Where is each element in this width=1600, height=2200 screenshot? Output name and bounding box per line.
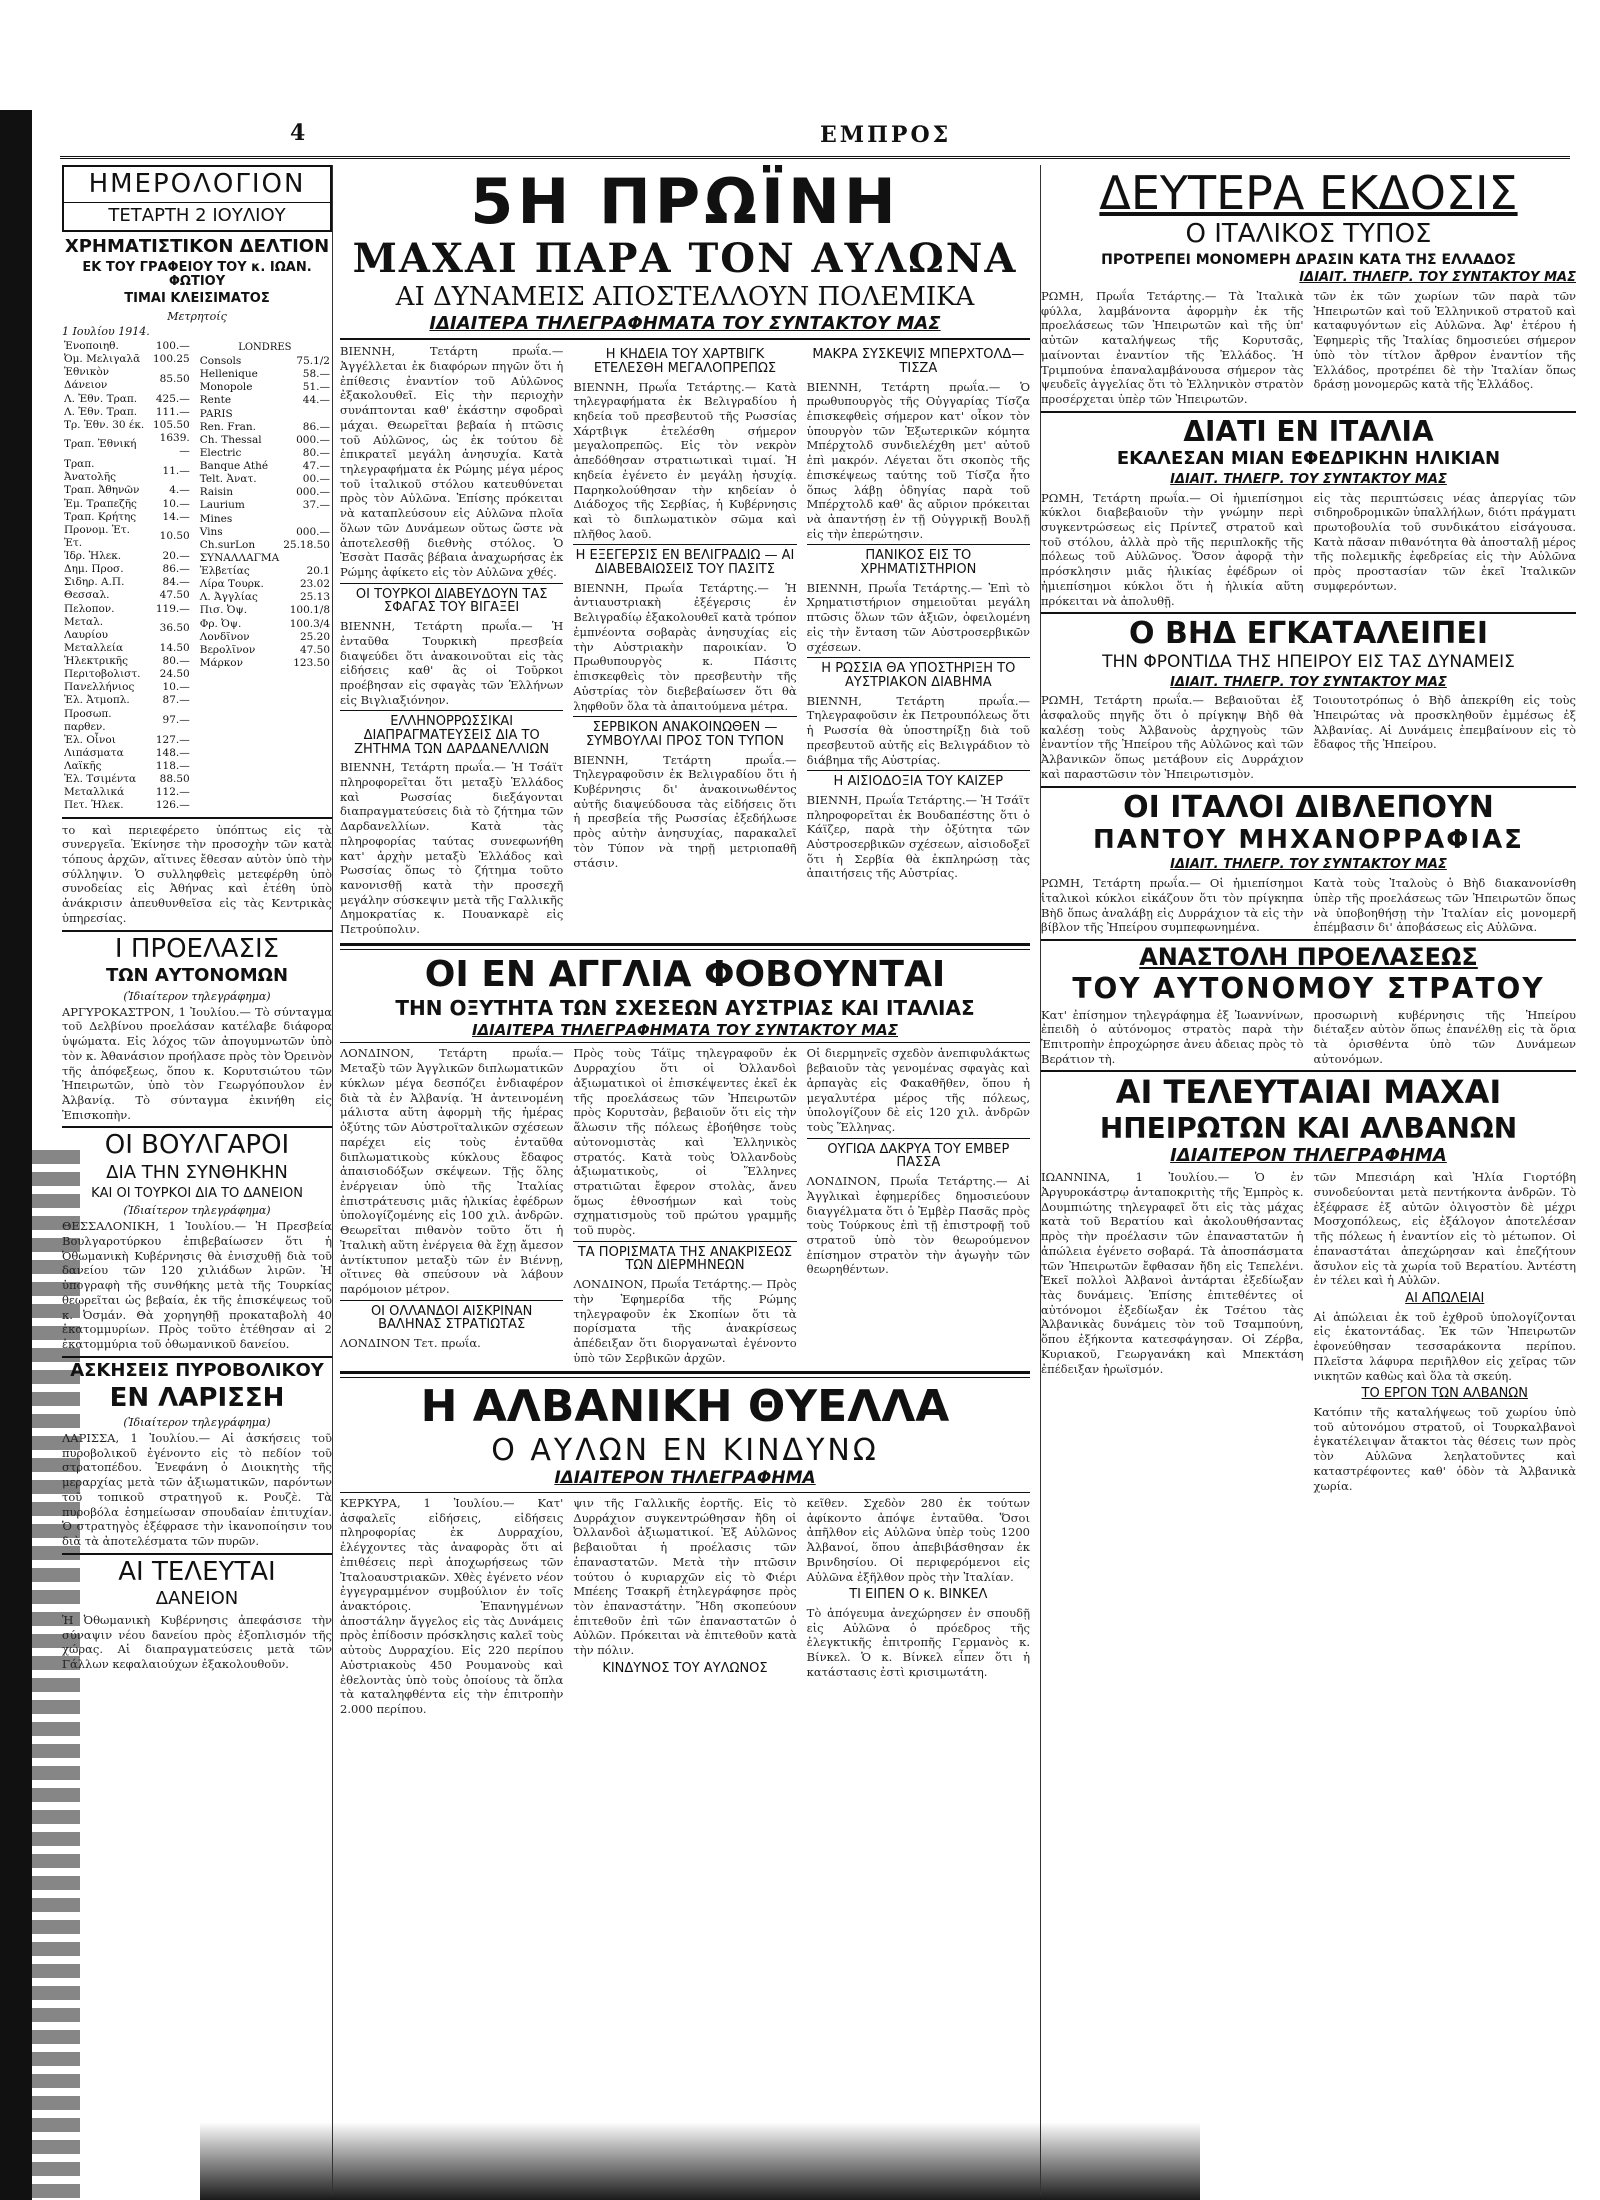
- market-row: [62, 511, 192, 524]
- halt-body: [1041, 1008, 1576, 1067]
- corfu-report-3: κεῖθεν. Σχεδὸν 280 ἐκ τούτων ἀφίκοντο ἀπόψε ἐνταῦθα. Ὅσοι ἀπῆλθον εἰς Αὐλῶνα ὑπὲρ τοὺς 1200 Ἀλβανοί, ὅπου ἀπεβιβάσθησαν ἐκ Βρινδησίου. Οἱ περιφερόμενοι εἰς Αὐλῶνα ἐξῆλθον πρὸς τὴν Ἰταλίαν.: [806, 1495, 1030, 1584]
- market-name: Ἐμ. Τραπεζῆς: [64, 497, 137, 510]
- belgrade-uprising-text: ΒΙΕΝΝΗ, Πρωΐα Τετάρτης.— Ἡ ἀντιαυστριακὴ ἐξέγερσις ἐν Βελιγραδίῳ ἐξακολουθεῖ κατὰ τρόπον ἐμπνέοντα σοβαρὰς ἀνησυχίας εἰς τὴν Αὐστριακὴν παροικίαν. Ὁ Πρωθυπουργὸς κ. Πάσιτς ἐπισκεφθεὶς τὸν πρεσβευτὴν τῆς Αὐστρίας τὸν διεβεβαίωσεν ὅτι θὰ ληφθοῦν ὅλα τὰ ἀπαιτούμενα μέτρα.: [573, 580, 797, 713]
- market-row: [62, 773, 192, 786]
- halt-title: ΑΝΑΣΤΟΛΗ ΠΡΟΕΛΑΣΕΩΣ: [1139, 942, 1478, 971]
- market-row: [198, 539, 332, 552]
- market-row: [62, 708, 192, 734]
- market-value: 75.1/2: [296, 355, 330, 367]
- machinations-text-2: Κατὰ τοὺς Ἰταλοὺς ὁ Βὴδ διακανονίσθη ὑπὲρ τῆς προελάσεως τῶν Ἠπειρωτῶν ὅπως νὰ ὑποβοηθήσῃ τὴν Ἰταλίαν εἰς μονομερῆ ἐπέμβασιν δι' ἀποβάσεως εἰς Αὐλῶνα.: [1313, 876, 1576, 935]
- italian-press-title: Ο ΙΤΑΛΙΚΟΣ ΤΥΠΟΣ: [1185, 219, 1432, 250]
- london-report-1: ΛΟΝΔΙΝΟΝ, Τετάρτη πρωΐα.— Μεταξὺ τῶν Ἀγγλικῶν διπλωματικῶν κύκλων μέγα δεσπόζει ἐνδιαφέρον διὰ τὰ ἐν Ἀλβανίᾳ. Ἡ ἀντεινομένη μάλιστα αὕτη ἀφορμὴ τῆς ἡμέρας ὀξύτης τῶν Αὐστροϊταλικῶν σχέσεων παρέχει εἰς τοὺς ἐνταῦθα διπλωματικοὺς κύκλους ἔδαφος ἀπαισιοδόξων σκέψεων. Τῇς ὅλης ἐνέργειαν ὑπὸ τῆς Ἰταλίας ἐπιστράτευσις μιᾶς ἡλικίας ἐφέδρων ὑπολογίζομένης εἰς 100 χιλ. ἀνδρῶν. Θεωρεῖται πιθανὸν τοῦτο ὅτι ἡ Ἰταλικὴ αὕτη ἐνέργεια θὰ ἔχῃ ἄμεσον ἀντίκτυπον μεταξὺ τῶν ἐν Βιέννῃ, οἵτινες θὰ σπεύσουν νὰ λάβουν παρόμοιον μέτρον.: [340, 1046, 564, 1296]
- market-row: [198, 355, 332, 368]
- inquiry-text: ΛΟΝΔΙΝΟΝ, Πρωΐα Τετάρτης.— Πρὸς τὴν Ἐφημερίδα τῆς Ρώμης τηλεγραφοῦν ἐκ Σκοπίων ὅτι τὰ πορίσματα τῆς ἀνακρίσεως ἀπέδειξαν ὅτι διοργανωταὶ ἐγένοντο ὑπὸ τῶν Σερβικῶν ἀρχῶν.: [573, 1277, 797, 1365]
- kaiser-optimism-head: Η ΑΙΣΙΟΔΟΞΙΑ ΤΟΥ ΚΑΙΖΕΡ: [833, 774, 1004, 790]
- vienna-col-1: [340, 344, 563, 937]
- avlona-danger-head: ΚΙΝΔΥΝΟΣ ΤΟΥ ΑΥΛΩΝΟΣ: [602, 1660, 768, 1676]
- market-value: 80.—: [162, 655, 190, 667]
- albanians-work-text: Κατόπιν τῆς καταλήψεως τοῦ χωρίου ὑπὸ τοῦ αὐτονόμου στρατοῦ, οἱ Τουρκαλβανοὶ ἐγκατέλειψαν ἄτακτοι τὰς θέσεις των πρὸς τὸν Αὐλῶνα λεηλατοῦντες καὶ καταστρέφοντες καθ' ὁδὸν τὰ Ἀλβανικὰ χωρία.: [1313, 1404, 1576, 1493]
- wied-sub: ΤΗΝ ΦΡΟΝΤΙΔΑ ΤΗΣ ΗΠΕΙΡΟΥ ΕΙΣ ΤΑΣ ΔΥΝΑΜΕΙΣ: [1102, 651, 1515, 672]
- market-value: 14.—: [162, 510, 190, 523]
- italian-press-text-1: ΡΩΜΗ, Πρωΐα Τετάρτης.— Τὰ Ἰταλικὰ φύλλα, λαμβάνοντα ἀφορμὴν ἐκ τῆς προελάσεως τῶν Ἠπειρωτῶν καὶ τῆς ὑπ' αὐτῶν καταλήψεως τῆς Κορυτσᾶς, μαίνονται ἐναντίον τῆς Ἑλλάδος. Ἡ Τριμπούνα ἐπαναλαμβάνουσα σήμερον τὰς ψευδεῖς ἀγγελίας ὅτι τὸ Ἑλληνικὸν στρατὸν προσέρχεται ὑπὲρ τῶν Ἠπειρωτῶν.: [1041, 288, 1304, 406]
- market-name: Ren. Fran.: [199, 420, 256, 433]
- market-row: [198, 552, 332, 565]
- greco-russian-text: ΒΙΕΝΝΗ, Τετάρτη πρωΐα.— Ἡ Τσάϊτ πληροφορεῖται ὅτι μεταξὺ Ἑλλάδος καὶ Ρωσσίας διεξάγονται διαπραγματεύσεις διὰ τὸ ζήτημα τῶν Δαρδανελλίων. Κατὰ τὰς πληροφορίας ταύτας συνεφωνήθη κατ' ἀρχὴν μεταξὺ Ἑλλάδος καὶ Ρωσσίας ὅπως τὸ ζήτημα τοῦτο κανονισθῇ κατὰ τὴν προσεχῆ μεγάλην σύσκεψιν μετὰ τῆς Γαλλικῆς Δημοκρατίας κ. Πουανκαρὲ εἰς Πετρούπολιν.: [340, 760, 564, 937]
- vienna-col-3: [807, 344, 1030, 937]
- market-value: 84.—: [162, 576, 190, 589]
- left-column: [62, 165, 333, 2195]
- market-name: Ἰδρ. Ἠλεκ.: [64, 550, 122, 562]
- market-row: [62, 747, 192, 760]
- center-column: [340, 165, 1030, 2195]
- market-name: Τραπ. Κρήτης: [64, 510, 137, 523]
- market-name: Ch. Thessal: [199, 433, 262, 446]
- market-name: Ἐλ. Οἶνοι: [64, 733, 116, 746]
- wied-tag: ΙΔΙΑΙΤ. ΤΗΛΕΓΡ. ΤΟΥ ΣΥΝΤΑΚΤΟΥ ΜΑΣ: [1170, 674, 1447, 690]
- market-name: Ἑνοποιηθ.: [64, 340, 119, 352]
- turks-deny-head: ΟΙ ΤΟΥΡΚΟΙ ΔΙΑΒΕΥΔΟΥΝ ΤΑΣ ΣΦΑΓΑΣ ΤΟΥ ΒΙΓΑΞΕΙ: [355, 586, 548, 616]
- market-name: Δημ. Προσ.: [64, 563, 124, 576]
- albanian-storm-title: Η ΑΛΒΑΝΙΚΗ ΘΥΕΛΛΑ: [420, 1381, 950, 1433]
- market-value: 51.—: [302, 381, 330, 394]
- market-value: 10.50: [159, 530, 190, 543]
- corfu-col-1: [340, 1496, 563, 1717]
- market-name: Λ. Ἀγγλίας: [199, 591, 258, 604]
- turks-deny-text: ΒΙΕΝΝΗ, Τετάρτη πρωΐα.— Ἡ ἐνταῦθα Τουρκικὴ πρεσβεία διαψεύδει ὅτι ἀνακοινοῦται εἰς τὰς εἰδήσεις καθ' ἃς οἱ Τοῦρκοι προέβησαν εἰς σφαγὰς τῶν Ἑλλήνων εἰς Βιγλιαξιόνηον.: [340, 619, 564, 707]
- market-name: Λ. Ἐθν. Τραπ.: [64, 405, 138, 418]
- market-value: [281, 513, 332, 526]
- corfu-report-2: ψιν τῆς Γαλλικῆς ἑορτῆς. Εἰς τὸ Δυρράχιον συγκεντρώθησαν ἤδη οἱ Ὀλλανδοὶ ἀξιωματικοί. Ἐξ Αὐλῶνος βεβαιοῦται ἡ προέλασις τῶν ἐπαναστατῶν. Μετὰ τὴν πτῶσιν τούτου ὁ κυριαρχῶν εἰς τὸ Φιέρι Μπέεης Τσακρῆ ἐτηλεγράφησε πρὸς τὸν ἐπαναστάτην. Ἤδη σκοπεύουν ἐπιτεθοῦν ἐπὶ τῶν ἐπαναστατῶν ὁ Αὐλῶν. Πρόκειται νὰ ἐπιτεθοῦν κατὰ τὴν πόλιν.: [573, 1495, 797, 1658]
- enver-head: ΟΥΓΙΩΑ ΔΑΚΡΥΑ ΤΟΥ ΕΜΒΕΡ ΠΑΣΣΑ: [827, 1141, 1010, 1171]
- diary-date: ΤΕΤΑΡΤΗ 2 ΙΟΥΛΙΟΥ: [108, 205, 286, 227]
- market-value: 25.20: [299, 630, 330, 643]
- wied-text-1: ΡΩΜΗ, Τετάρτη πρωΐα.— Βεβαιοῦται ἐξ ἀσφαλοῦς πηγῆς ὅτι ὁ πρίγκηψ Βὴδ θὰ καλέσῃ τοὺς Ἀλβανοὺς ἀρχηγοὺς τῶν ἐναντίον τῆς Ἠπείρου τῆς Αὐλῶνος καὶ τῶν Ἀλβανικῶν ὅπως μετάβουν εἰς Δυρράχιον καὶ παραστῶσιν τὸν Ἠπειρωτισμὸν.: [1041, 693, 1304, 781]
- market-row: [198, 434, 332, 447]
- last-battles-text-2: τῶν Μπεσιάρη καὶ Ἠλία Γιορτόβη συνοδεύονται μετὰ πεντήκοντα ἀνδρῶν. Τὸ ἐξέφρασε ἐξ αὐτῶν ὀλιγοστὸν δὲ μέχρι Μοσχοπόλεως, εἰς ἐξάλογον ἀποτελέσαν τῆς πόλεως ἡ ἐναντίον εἰς τὸ μέτωπον. Οἱ ἐπαναστάται ἀπεχώρησαν καὶ ἐπεζήτουν ἄσυλον εἰς τὰ χωρία τοῦ Βερατίου. Ἀντέστη ἐν τέλει καὶ ἡ Αὐλῶν.: [1313, 1170, 1576, 1288]
- market-value: 000.—: [296, 486, 330, 499]
- market-name: Τραπ. Ἀθηνῶν: [64, 484, 140, 497]
- market-name: Consols: [199, 355, 242, 367]
- market-name: Μεταλλεία: [64, 641, 124, 654]
- market-value: 112.—: [155, 786, 190, 799]
- loan-title: ΑΙ ΤΕΛΕΥΤΑΙ: [118, 1556, 276, 1587]
- market-value: 105.50: [152, 418, 190, 431]
- market-name: Θεσσαλ.: [64, 589, 110, 602]
- market-value: 118.—: [155, 760, 190, 772]
- belgrade-uprising-head: Η ΕΞΕΓΕΡΣΙΣ ΕΝ ΒΕΛΙΓΡΑΔΙΩ — ΑΙ ΔΙΑΒΕΒΑΙΩΣΕΙΣ ΤΟΥ ΠΑΣΙΤΣ: [575, 548, 795, 578]
- market-value: 25.13: [299, 591, 330, 604]
- halt-text-1: Κατ' ἐπίσημον τηλεγράφημα ἐξ Ἰωαννίνων, ἐπειδὴ ὁ αὐτόνομος στρατὸς παρὰ τὴν Ἐπιτροπὴν ἐπροχώρησε ἀνευ ἀδειας πρὸς τὸ Βεράτιον τὴ.: [1041, 1007, 1304, 1066]
- market-value: 00.—: [302, 473, 330, 486]
- machinations-title: ΟΙ ΙΤΑΛΟΙ ΔΙΒΛΕΠΟΥΝ: [1123, 789, 1494, 825]
- market-row: [198, 421, 332, 434]
- market-row: [62, 563, 192, 576]
- market-row: [62, 734, 192, 747]
- market-row: [198, 486, 332, 499]
- market-value: 126.—: [155, 799, 190, 812]
- scan-border: [0, 110, 32, 2200]
- market-row: [198, 644, 332, 657]
- london-col-1: [340, 1046, 563, 1365]
- corfu-reports: [340, 1496, 1030, 1717]
- vienna-reports: [340, 344, 1030, 937]
- market-name: Μεταλλικά: [64, 786, 125, 799]
- market-row: [62, 458, 192, 484]
- market-value: 20.—: [162, 550, 190, 562]
- market-row: [198, 394, 332, 407]
- halt-sub: ΤΟΥ ΑΥΤΟΝΟΜΟΥ ΣΤΡΑΤΟΥ: [1072, 972, 1545, 1006]
- winkel-head: ΤΙ ΕΙΠΕΝ Ο κ. ΒΙΝΚΕΛ: [849, 1587, 988, 1603]
- bulgarians-title: ΟΙ ΒΟΥΛΓΑΡΟΙ: [104, 1130, 290, 1161]
- market-value: 100.3/4: [289, 617, 330, 630]
- hero-title: ΜΑΧΑΙ ΠΑΡΑ ΤΟΝ ΑΥΛΩΝΑ: [352, 235, 1018, 283]
- artillery-title: ΑΣΚΗΣΕΙΣ ΠΥΡΟΒΟΛΙΚΟΥ: [70, 1359, 324, 1381]
- market-name: Τραπ. Ἀνατολῆς: [64, 458, 117, 484]
- market-row: [62, 655, 192, 668]
- market-name: Mines: [199, 512, 233, 525]
- market-row: [198, 408, 332, 421]
- market-value: 4.—: [169, 484, 190, 497]
- greco-russian-head: ΕΛΛΗΝΟΡΡΩΣΣΙΚΑΙ ΔΙΑΠΡΑΓΜΑΤΕΥΣΕΙΣ ΔΙΑ ΤΟ ΖΗΤΗΜΑ ΤΩΝ ΔΑΡΔΑΝΕΛΛΙΩΝ: [354, 714, 550, 757]
- market-panic-head: ΠΑΝΙΚΟΣ ΕΙΣ ΤΟ ΧΡΗΜΑΤΙΣΤΗΡΙΟΝ: [860, 548, 977, 578]
- machinations-sub: ΠΑΝΤΟΥ ΜΗΧΑΝΟΡΡΑΦΙΑΣ: [1093, 825, 1524, 856]
- bulgarians-text: ΘΕΣΣΑΛΟΝΙΚΗ, 1 Ἰουλίου.— Ἡ Πρεσβεία Βουλγαροτύρκου ἐπιβεβαίωσεν ὅτι ἡ Ὀθωμανικὴ Κυβέρνησις θὰ ἐνισχυθῇ διὰ τοῦ δανείου τῶν 120 χιλιάδων λιρῶν. Ἡ ὑπογραφὴ τῆς συνθήκης μετὰ τῆς Τουρκίας θεωρεῖται ὡς βεβαία, ἐκ τῆς ἐπισκέψεως τοῦ κ. Ὀσμάν. Θὰ χορηγηθῇ προκαταβολὴ 40 ἑκατομμυρίων. Πρὸς τοῦτο ἐτέθησαν αἱ 2 ἑκατομμύρια τοῦ ὀθωμανικοῦ δανείου.: [62, 1219, 332, 1352]
- market-row: [198, 631, 332, 644]
- market-value: 44.—: [302, 394, 330, 407]
- corfu-col-3: [807, 1496, 1030, 1717]
- london-report-2: Πρὸς τοὺς Τάϊμς τηλεγραφοῦν ἐκ Δυρραχίου ὅτι οἱ Ὀλλανδοὶ ἀξιωματικοὶ οἱ ἐπισκέψεντες ἐκεῖ ἐκ τῆς προελάσεως τῶν Ἠπειρωτῶν πρὸς Κορυτσὰν, βεβαιοῦν ὅτι εἰς τὴν ἅλωσιν τῆς πόλεως ἐβοήθησε τοὺς αὐτονομιστὰς καὶ Ἑλληνικὸς στρατός. Κατὰ τοὺς Ὀλλανδοὺς ἀξιωματικοὺς, οἱ Ἕλληνες στρατιῶται ἔφερον στολὰς, ἄνευ ὅμως ἐθνοσήμων καὶ τοὺς σχηματισμοὺς τοῦ πρώτου γραμμῆς τοῦ πυρὸς.: [573, 1046, 797, 1238]
- market-name: Πελοπον.: [64, 602, 115, 615]
- market-row: [62, 694, 192, 707]
- reserves-body: [1041, 491, 1576, 609]
- corfu-report-1: ΚΕΡΚΥΡΑ, 1 Ἰουλίου.— Κατ' ἀσφαλεῖς εἰδήσεις, εἰδήσεις πληροφορίας ἐκ Δυρραχίου, ἐλέγχοντες τὰς ἀναφορὰς ὅτι αἱ ἐπιθέσεις περὶ ἀποχωρήσεως τῶν Ἰταλοαυστριακῶν. Χθὲς ἐγένετο νέον ἐγγεγραμμένον συμβούλιον ἐν τοῖς ἀνακτόροις. Ἐπανηγμένων ἀποστάλην ἄγγελος εἰς τὰς Δυνάμεις πρὸς ἐπίδοσιν πρόσκλησις καλεῖ τοὺς αὐτοὺς Δυρραχίου. Εἰς 220 περίπου Αὐστριακοὺς 450 Ρουμανοὺς καὶ ἐθελοντὰς ὑπὸ τοὺς ὁποίους τὰ ὅπλα τὰ καταληφθέντα εἰς τὴν ἐπιτροπὴν 2.000 περίπου.: [340, 1495, 564, 1716]
- market-row: [198, 578, 332, 591]
- market-name: Περιτοβολιστ.: [64, 668, 141, 681]
- market-name: Ἐλ. Τσιμέντα: [64, 773, 137, 786]
- market-row: [198, 381, 332, 394]
- last-battles-text-1: ΙΩΑΝΝΙΝΑ, 1 Ἰουλίου.— Ὁ ἐν Ἀργυροκάστρῳ ἀνταποκριτὴς τῆς Ἐμπρὸς κ. Δουμπιώτης τηλεγραφεῖ ὅτι εἰς τὰς μάχας κατὰ τοῦ Βερατίου καὶ ἀκολουθήσαντας πρὸς τὴν προέλασιν τῶν ἐπαναστατῶν ἡ ἀπώλεια ἐγένετο σοβαρά. Τὰ ἀποσπάσματα τῶν Ἠπειρωτῶν ἔφθασαν ἤδη εἰς Τεπελένι. Ἐκεῖ πολλοὶ Ἀλβανοὶ ἀντάρται ἐξεδίωξαν τὰς δυνάμεις. Ἐπίσης ἐπιτεθέντες οἱ αὐτόνομοι ἐξεδίωξαν ἐκ Τσέτου τὰς Ἀλβανικὰς δυνάμεις τὸν τοῦ Τσαμπούνη, ὅπου ἐξήκοντα κατεσφάγησαν. Οἱ Ζέρβα, Κυριακοῦ, Γεωργανάκη καὶ Μπεκτάση ἐπέδειξαν ἡρωϊσμόν.: [1041, 1170, 1304, 1376]
- market-value: 47.—: [302, 460, 330, 472]
- advance-title: Ι ΠΡΟΕΛΑΣΙΣ: [114, 933, 280, 964]
- market-name: Λιπάσματα: [64, 746, 124, 759]
- bulgarians-sub: ΔΙΑ ΤΗΝ ΣΥΝΘΗΚΗΝ: [106, 1161, 288, 1183]
- market-name: Πισ. Ὀψ.: [199, 604, 248, 617]
- market-name: Βερολῖνον: [199, 643, 256, 656]
- market-name: Προνομ. Ἐτ. Ἐτ.: [64, 523, 130, 549]
- market-row: [198, 460, 332, 473]
- russia-support-text: ΒΙΕΝΝΗ, Τετάρτη πρωΐα.— Τηλεγραφοῦσιν ἐκ Πετρουπόλεως ὅτι ἡ Ρωσσία θὰ ὑποστηρίξῃ διὰ τοῦ πρεσβευτοῦ αὐτῆς εἰς Βελιγράδιον τὸ διάβημα τῆς Αὐστρίας.: [806, 693, 1030, 767]
- serbian-statement-text: ΒΙΕΝΝΗ, Τετάρτη πρωΐα.— Τηλεγραφοῦσιν ἐκ Βελιγραδίου ὅτι ἡ Κυβέρνησις δι' ἀνακοινωθέντος αὐτῆς διαψεύδουσα τὰς εἰδήσεις ὅτι ἡ πρεσβεία τῆς Ρωσσίας ἐξεδήλωσε πρὸς αὐτὴν ἀνησυχίας, παρακαλεῖ τὸν Τύπον νὰ τηρῇ μετριοπαθῆ στάσιν.: [573, 752, 797, 870]
- london-col-2: [573, 1046, 796, 1365]
- market-value: 127.—: [155, 733, 190, 746]
- berchtold-tisza-head: ΜΑΚΡΑ ΣΥΣΚΕΨΙΣ ΜΠΕΡΧΤΟΛΔ—ΤΙΣΖΑ: [812, 347, 1025, 376]
- last-battles-tag: ΙΔΙΑΙΤΕΡΟΝ ΤΗΛΕΓΡΑΦΗΜΑ: [1170, 1145, 1447, 1167]
- market-name: Vins: [199, 525, 223, 538]
- bulletin-title: ΧΡΗΜΑΤΙΣΤΙΚΟΝ ΔΕΛΤΙΟΝ: [64, 236, 330, 258]
- diary-box: [62, 165, 332, 232]
- loan-sub: ΔΑΝΕΙΟΝ: [155, 1588, 239, 1609]
- market-value: 86.—: [162, 563, 190, 576]
- vienna-col-2: [573, 344, 796, 937]
- market-row: [62, 498, 192, 511]
- market-name: Προσωπ. παρθεν.: [64, 707, 112, 733]
- advance-text: ΑΡΓΥΡΟΚΑΣΤΡΟΝ, 1 Ἰουλίου.— Τὸ σύνταγμα τοῦ Δελβίνου προελάσαν κατέλαβε διάφορα ὑψώματα. Εἰς λόχος τῶν ἀπογυμνωτῶν ὑπὸ τὸν κ. Ἀθανάσιον προήλασε πρὸς τὸν Ὀρεινὸν τῆς ἀπόφεξεως, ὅπου κ. Κορυτσιώτου τῶν Ἠπειρωτῶν, ὑπὸ τὸν Γεωργόπουλον ἐν Ἀλβανίᾳ. Τὸ σύνταγμα ἐκινήθη εἰς Ἐπισκοπὴν.: [62, 1004, 332, 1122]
- inquiry-head: ΤΑ ΠΟΡΙΣΜΑΤΑ ΤΗΣ ΑΝΑΚΡΙΣΕΩΣ ΤΩΝ ΔΙΕΡΜΗΝΕΩΝ: [577, 1244, 793, 1274]
- market-row: [198, 513, 332, 526]
- market-name: Ἐλβετίας: [199, 565, 250, 577]
- albanian-storm-subtitle: Ο ΑΥΛΩΝ ΕΝ ΚΙΝΔΥΝΩ: [491, 1432, 879, 1468]
- wied-title: Ο ΒΗΔ ΕΓΚΑΤΑΛΕΙΠΕΙ: [1129, 616, 1488, 652]
- market-name: Λ. Ἐθν. Τραπ.: [64, 392, 138, 405]
- market-name: Μεταλ. Λαυρίου: [64, 615, 109, 641]
- wied-body: [1041, 693, 1576, 781]
- bulletin-sub3: Μετρητοίς: [167, 310, 227, 323]
- market-value: 87.—: [162, 694, 190, 707]
- market-row: [62, 406, 192, 419]
- london-reports: [340, 1046, 1030, 1365]
- market-value: 100.25: [152, 353, 190, 366]
- market-name: Raisin: [199, 486, 234, 499]
- market-name: Μάρκον: [199, 656, 244, 669]
- bulletin-sub: ΕΚ ΤΟΥ ΓΡΑΦΕΙΟΥ ΤΟΥ κ. ΙΩΑΝ. ΦΩΤΙΟΥ: [82, 260, 312, 289]
- market-row: [62, 524, 192, 550]
- market-name: Πανελλήνιος: [64, 681, 135, 694]
- halt-text-2: προσωρινὴ κυβέρνησις τῆς Ἠπείρου διέταξεν αὐτὸν ὅπως ἐπανέλθῃ εἰς τὰ ὅρια τὰ ὁρισθέντα ὑπὸ τῶν Δυνάμεων αὐτονόμων.: [1313, 1007, 1576, 1066]
- market-name: Τραπ. Ἐθνική: [64, 438, 137, 451]
- market-table-left: [62, 340, 192, 813]
- market-right-title: LONDRES: [238, 342, 292, 353]
- albanian-storm-tag: ΙΔΙΑΙΤΕΡΟΝ ΤΗΛΕΓΡΑΦΗΜΑ: [554, 1468, 816, 1489]
- market-name: Λίρα Τουρκ.: [199, 578, 264, 591]
- market-value: 425.—: [155, 392, 190, 405]
- market-row: [62, 419, 192, 432]
- right-column: [1040, 165, 1576, 2195]
- market-row: [62, 589, 192, 602]
- loan-text: Ἡ Ὀθωμανικὴ Κυβέρνησις ἀπεφάσισε τὴν σύναψιν νέου δανείου πρὸς ἐξοπλισμόν τῆς χώρας. Αἱ διαπραγματεύσεις μετὰ τῶν Γάλλων κεφαλαιούχων ἐξακολουθοῦν.: [62, 1612, 332, 1672]
- corfu-col-2: [573, 1496, 796, 1717]
- albanians-work-head: ΤΟ ΕΡΓΟΝ ΤΩΝ ΑΛΒΑΝΩΝ: [1361, 1386, 1528, 1402]
- market-row: [198, 526, 332, 539]
- market-row: [62, 432, 192, 458]
- market-name: Λαϊκῆς: [64, 760, 102, 772]
- reserves-text-2: εἰς τὰς περιπτώσεις νέας ἀπεργίας τῶν σιδηροδρομικῶν ὑπαλλήλων, διότι πράγματι πρωτοβουλία τοῦ συνδικάτου εἰσάγουσα. Κατὰ πᾶσαν πιθανότητα θὰ ἀποσταλῇ μέρος τῆς πολεμικῆς ἐφεδρείας εἰς τὴν Αὐλῶνα πρὸς προστασίαν τῶν ἐκεῖ Ἰταλικῶν συμφερόντων.: [1313, 490, 1576, 593]
- hero-kicker: 5Η ΠΡΩΪΝΗ: [470, 165, 900, 238]
- dutch-officers-text: ΛΟΝΔΙΝΟΝ Τετ. πρωΐα.: [340, 1335, 481, 1350]
- advance-sub: ΤΩΝ ΑΥΤΟΝΟΜΩΝ: [105, 964, 289, 986]
- losses-text: Αἱ ἀπώλειαι ἐκ τοῦ ἐχθροῦ ὑπολογίζονται εἰς ἑκατοντάδας. Ἐκ τῶν Ἠπειρωτῶν ἐφονεύθησαν τεσσαράκοντα περίπου. Πλεῖστα λάφυρα περιῆλθον εἰς χεῖρας τῶν νικητῶν καθὼς καὶ ὅλα τὰ σκεύη.: [1313, 1309, 1576, 1383]
- england-subtitle: ΤΗΝ ΟΞΥΤΗΤΑ ΤΩΝ ΣΧΕΣΕΩΝ ΑΥΣΤΡΙΑΣ ΚΑΙ ΙΤΑΛΙΑΣ: [395, 995, 975, 1020]
- newspaper-title: ΕΜΠΡΟΣ: [820, 122, 952, 148]
- market-row: [62, 366, 192, 392]
- vienna-report-1: ΒΙΕΝΝΗ, Τετάρτη πρωΐα.— Ἀγγέλλεται ἐκ διαφόρων πηγῶν ὅτι ἡ ἐπίθεσις ἐναντίον τοῦ Αὐλῶνος ἐξακολουθεῖ. Εἰς τὴν περιοχὴν συνάπτονται καθ' ἑκάστην σφοδραὶ μάχαι. Θεωρεῖται βεβαία ἡ πτῶσις τοῦ Αὐλῶνος, ὡς ἐκ τούτου δὲ ἐπικρατεῖ μεγάλη ἀνησυχία. Κατὰ τηλεγραφήματα ἐκ Ρώμης μέγα μέρος τοῦ ἰταλικοῦ στόλου κατευθύνεται πρὸς τὸν Αὐλῶνα. Ἐπίσης πρόκειται νὰ καταπλεύσουν εἰς Αὐλῶνα πλοῖα ὅλων τῶν Δυνάμεων οὕτως ὥστε νὰ ἀποτελεσθῇ διεθνὴς στόλος. Ὁ Ἐσσὰτ Πασᾶς βέβαια ἀναχωρήσας ἐκ Ρώμης ἀφίκετο εἰς τὸν Αὐλῶνα χθές.: [340, 344, 564, 580]
- advance-cable: (Ἰδιαίτερον τηλεγράφημα): [123, 989, 271, 1003]
- last-battles-title: ΑΙ ΤΕΛΕΥΤΑΙΑΙ ΜΑΧΑΙ: [1115, 1073, 1502, 1112]
- last-battles-body: [1041, 1170, 1576, 1493]
- italian-press-sub: ΠΡΟΤΡΕΠΕΙ ΜΟΝΟΜΕΡΗ ΔΡΑΣΙΝ ΚΑΤΑ ΤΗΣ ΕΛΛΑΔΟΣ: [1101, 251, 1516, 268]
- market-name: Electric: [199, 446, 242, 459]
- machinations-tag: ΙΔΙΑΙΤ. ΤΗΛΕΓΡ. ΤΟΥ ΣΥΝΤΑΚΤΟΥ ΜΑΣ: [1170, 857, 1447, 873]
- market-panic-text: ΒΙΕΝΝΗ, Πρωΐα Τετάρτης.— Ἐπὶ τὸ Χρηματιστήριον σημειοῦται μεγάλη πτῶσις ὅλων τῶν ἀξιῶν, ὀφειλομένη εἰς τὴν ἔνταση τῶν Αὐστροσερβικῶν σχέσεων.: [806, 580, 1030, 654]
- market-value: [281, 408, 332, 421]
- market-row: [62, 668, 192, 681]
- page-number: 4: [290, 120, 306, 146]
- machinations-body: [1041, 876, 1576, 935]
- market-value: 111.—: [155, 405, 190, 418]
- italian-press-tag: ΙΔΙΑΙΤ. ΤΗΛΕΓΡ. ΤΟΥ ΣΥΝΤΑΚΤΟΥ ΜΑΣ: [1299, 270, 1576, 286]
- market-name: Laurium: [199, 499, 245, 512]
- market-row: [62, 576, 192, 589]
- market-value: 47.50: [159, 589, 190, 602]
- market-name: Σιδηρ. Α.Π.: [64, 576, 125, 589]
- market-value: 11.—: [162, 464, 190, 477]
- hero-tag: ΙΔΙΑΙΤΕΡΑ ΤΗΛΕΓΡΑΦΗΜΑΤΑ ΤΟΥ ΣΥΝΤΑΚΤΟΥ ΜΑΣ: [429, 313, 941, 335]
- market-value: 47.50: [299, 643, 330, 656]
- market-value: 23.02: [299, 578, 330, 591]
- market-row: [198, 657, 332, 670]
- market-value: 36.50: [159, 622, 190, 635]
- market-row: [62, 799, 192, 812]
- market-name: Telt. Ἀνατ.: [199, 473, 257, 486]
- second-edition-title: ΔΕΥΤΕΡΑ ΕΚΔΟΣΙΣ: [1099, 166, 1518, 220]
- bulletin-date: 1 Ιουλίου 1914.: [62, 325, 150, 338]
- market-name: Banque Athé: [199, 460, 269, 472]
- hartwig-funeral-text: ΒΙΕΝΝΗ, Πρωΐα Τετάρτης.— Κατὰ τηλεγραφήματα ἐκ Βελιγραδίου ἡ κηδεία τοῦ πρεσβευτοῦ τῆς Ρωσσίας Χάρτβιγκ ἐτελέσθη σήμερον μεγαλοπρεπῶς. Εἰς τὸν νεκρὸν ἀπεδόθησαν στρατιωτικαὶ τιμαί. Ἡ κηδεία ἐγένετο ἐν μεγάλῃ ἡσυχίᾳ. Παρηκολούθησαν τὴν κηδείαν ὁ Διάδοχος τῆς Σερβίας, ἡ Κυβέρνησις καὶ τὸ διπλωματικὸν σῶμα καὶ πλῆθος λαοῦ.: [573, 379, 797, 541]
- bulgarians-sub2: ΚΑΙ ΟΙ ΤΟΥΡΚΟΙ ΔΙΑ ΤΟ ΔΑΝΕΙΟΝ: [91, 1185, 303, 1201]
- market-row: [62, 603, 192, 616]
- last-battles-sub: ΗΠΕΙΡΩΤΩΝ ΚΑΙ ΑΛΒΑΝΩΝ: [1099, 1112, 1518, 1145]
- market-row: [198, 565, 332, 578]
- wied-text-2: Τοιουτοτρόπως ὁ Βὴδ ἀπεκρίθη εἰς τοὺς Ἠπειρώτας νὰ προσκληθοῦν ἐμμέσως ἐξ Ἀλβανίας. Αἱ Δυνάμεις ἐπεμβαίνουν εἰς τὸ ἔδαφος τῆς Ἠπείρου.: [1313, 693, 1576, 752]
- market-row: [198, 368, 332, 381]
- market-table-right: [198, 355, 332, 670]
- losses-head: ΑΙ ΑΠΩΛΕΙΑΙ: [1405, 1291, 1485, 1307]
- market-row: [62, 786, 192, 799]
- market-value: 58.—: [302, 368, 330, 381]
- market-row: [62, 616, 192, 642]
- market-value: 37.—: [302, 499, 330, 512]
- market-row: [198, 499, 332, 512]
- market-name: Πετ. Ἠλεκ.: [64, 799, 124, 812]
- arrest-notice: το καὶ περιεφέρετο ὑπόπτως εἰς τὰ συνεργεῖα. Ἐκίνησε τὴν προσοχὴν τῶν κατὰ τόπους ἀρχῶν, αἵτινες ἔθεσαν αὐτὸν ὑπὸ τὴν σύλληψιν. Ὁ συλληφθεὶς μετεφέρθη ὑπὸ συνοδείας εἰς Ἀθήνας καὶ ἐτέθη ὑπὸ ἀνάκρισιν ἀπευθυνθεῖσα εἰς τὰς Κεντρικὰς ὑπηρεσίας.: [62, 822, 332, 925]
- market-name: Φρ. Ὀψ.: [199, 617, 242, 630]
- market-value: 25.18.50: [283, 538, 330, 551]
- enver-text: ΛΟΝΔΙΝΟΝ, Πρωΐα Τετάρτης.— Αἱ Ἀγγλικαὶ ἐφημερίδες δημοσιεύουν διαγγέλματα ὅτι ὁ Ἐμβὲρ Πασᾶς πρὸς τοὺς Τούρκους ἐπὶ τῇ ἐπιστροφῇ τοῦ στρατοῦ ὑπὸ τὸν θεωρούμενον ἐπίσημον στρατὸν τὴν ἀγωγὴν τῶν θεωρηθέντων.: [806, 1174, 1030, 1277]
- market-name: Ἐθνικὸν Δάνειον: [64, 366, 110, 392]
- artillery-sub: ΕΝ ΛΑΡΙΣΣΗ: [109, 1382, 285, 1413]
- market-name: ΣΥΝΑΛΛΑΓΜΑ: [199, 551, 280, 564]
- italian-press-body: [1041, 289, 1576, 407]
- market-value: 10.—: [162, 497, 190, 510]
- market-row: [62, 353, 192, 366]
- masthead: [60, 120, 1570, 159]
- bulletin-sub2: ΤΙΜΑΙ ΚΛΕΙΣΙΜΑΤΟΣ: [124, 291, 270, 307]
- market-value: 85.50: [159, 372, 190, 385]
- russia-support-head: Η ΡΩΣΣΙΑ ΘΑ ΥΠΟΣΤΗΡΙΞΗ ΤΟ ΑΥΣΤΡΙΑΚΟΝ ΔΙΑΒΗΜΑ: [821, 661, 1016, 690]
- market-row: [62, 340, 192, 353]
- market-value: 100.1/8: [289, 604, 330, 617]
- market-value: 10.—: [162, 681, 190, 694]
- diary-title: ΗΜΕΡΟΛΟΓΙΟΝ: [88, 169, 306, 199]
- london-report-3: Οἱ διερμηνεῖς σχεδὸν ἀνεπιφυλάκτως βεβαιοῦν τὰς γενομένας σφαγὰς καὶ ἁρπαγὰς εἰς Φακαθῆθεν, ὅπου ἡ μεγαλυτέρα μέρος τῆς πόλεως, ὑπολογίζουν δὲ εἰς 120 χιλ. ἀνδρῶν τοὺς Ἕλληνας.: [806, 1046, 1030, 1135]
- england-title: ΟΙ ΕΝ ΑΓΓΛΙΑ ΦΟΒΟΥΝΤΑΙ: [424, 953, 946, 995]
- market-value: 14.50: [159, 641, 190, 654]
- bulgarians-cable: (Ἰδιαίτερον τηλεγράφημα): [123, 1204, 271, 1218]
- reserves-title: ΔΙΑΤΙ ΕΝ ΙΤΑΛΙΑ: [1183, 414, 1434, 448]
- market-row: [62, 484, 192, 497]
- last-battles-col-2: [1314, 1170, 1577, 1493]
- market-name: Ἐλ. Ἀτμοπλ.: [64, 694, 130, 707]
- market-value: 123.50: [293, 656, 330, 669]
- machinations-text-1: ΡΩΜΗ, Τετάρτη πρωΐα.— Οἱ ἡμιεπίσημοι ἰταλικοὶ κύκλοι εἰκάζουν ὅτι τὸν πρίγκηπα Βὴδ ὅπως ἀναλάβῃ εἰς Δυρράχιον τὰ εἰς τὴν βίβλον τῆς Ἠπείρου συμπεφωνημένα.: [1041, 876, 1304, 935]
- market-tables: [62, 340, 332, 813]
- kaiser-optimism-text: ΒΙΕΝΝΗ, Πρωΐα Τετάρτης.— Ἡ Τσάϊτ πληροφορεῖται ἐκ Βουδαπέστης ὅτι ὁ Κάϊζερ, παρὰ τὴν ὀξύτητα τῶν Αὐστροσερβικῶν σχέσεων, αἰσιοδοξεῖ ὅτι ἡ Σερβία θὰ ἐκπληρώσῃ τὰς ἀπαιτήσεις τῆς Αὐστρίας.: [806, 792, 1030, 881]
- market-value: 000.—: [296, 433, 330, 446]
- reserves-text-1: ΡΩΜΗ, Τετάρτη πρωΐα.— Οἱ ἡμιεπίσημοι κύκλοι διαβεβαιοῦν τὴν γνώμην περὶ συγκεντρώσεως εἰς Πρίντεζ στρατοῦ καὶ τοῦ στόλου, ἀλλὰ πρὸ τῆς περιπλοκῆς τῆς πόλεως τοῦ Αὐλῶνος. Ὅσον ἀφορᾷ τὴν πρόσκλησιν μιᾶς ἡλικίας ἐφέδρων οἱ ἡμιεπίσημοι κύκλοι ὅτι ἡ ἡλικία αὕτη πρόκειται νὰ ἀπολυθῇ.: [1041, 490, 1304, 608]
- market-row: [62, 760, 192, 773]
- market-row: [62, 550, 192, 563]
- reserves-sub: ΕΚΑΛΕΣΑΝ ΜΙΑΝ ΕΦΕΔΡΙΚΗΝ ΗΛΙΚΙΑΝ: [1116, 448, 1501, 470]
- hero-subtitle: ΑΙ ΔΥΝΑΜΕΙΣ ΑΠΟΣΤΕΛΛΟΥΝ ΠΟΛΕΜΙΚΑ: [395, 282, 975, 313]
- market-name: Λονδῖνον: [199, 630, 250, 643]
- market-row: [198, 473, 332, 486]
- market-value: 1639.—: [159, 431, 190, 457]
- market-row: [62, 393, 192, 406]
- market-row: [198, 591, 332, 604]
- market-value: 000.—: [296, 525, 330, 538]
- market-value: 148.—: [155, 746, 190, 759]
- market-name: Hellenique: [199, 368, 258, 381]
- winkel-text: Τὸ ἀπόγευμα ἀνεχώρησεν ἐν σπουδῇ εἰς Αὐλῶνα ὁ πρόεδρος τῆς ἐλεγκτικῆς ἐπιτροπῆς Γερμανὸς κ. Βίνκελ. Ὁ κ. Βίνκελ εἶπεν ὅτι ἡ κατάστασις ἐστὶ κρισιμωτάτη.: [806, 1605, 1030, 1679]
- market-name: Rente: [199, 394, 232, 407]
- artillery-text: ΛΑΡΙΣΣΑ, 1 Ἰουλίου.— Αἱ ἀσκήσεις τοῦ πυροβολικοῦ ἐγένοντο εἰς τὸ πεδίον τοῦ στρατοπέδου. Ἐνεφάνη ὁ Διοικητὴς τῆς μεραρχίας μετὰ τῶν ἀξιωματικῶν, παρόντων τοῦ τοπικοῦ στρατηγοῦ κ. Ρουζὲ. Τὰ πυροβόλα ἐσημείωσαν σπουδαίαν ἐπιτυχίαν. Ὁ στρατηγὸς ἐξέφρασε τὴν ἱκανοποίησιν του διὰ τὰ ἀποτελέσματα τῶν πυρῶν.: [62, 1430, 332, 1548]
- reserves-tag: ΙΔΙΑΙΤ. ΤΗΛΕΓΡ. ΤΟΥ ΣΥΝΤΑΚΤΟΥ ΜΑΣ: [1170, 471, 1447, 487]
- market-value: 80.—: [302, 446, 330, 459]
- market-value: 86.—: [302, 420, 330, 433]
- market-name: Ὀμ. Μελιγαλᾶ: [64, 353, 141, 366]
- market-name: Ch.surLon: [199, 538, 256, 551]
- market-row: [198, 604, 332, 617]
- market-row: [62, 681, 192, 694]
- market-name: Τρ. Ἐθν. 30 έκ.: [64, 418, 145, 431]
- market-name: PARIS: [199, 407, 233, 420]
- market-row: [62, 642, 192, 655]
- market-value: 24.50: [159, 668, 190, 681]
- market-value: [281, 552, 332, 565]
- england-tag: ΙΔΙΑΙΤΕΡΑ ΤΗΛΕΓΡΑΦΗΜΑΤΑ ΤΟΥ ΣΥΝΤΑΚΤΟΥ ΜΑΣ: [471, 1020, 898, 1039]
- market-value: 97.—: [162, 714, 190, 727]
- market-value: 88.50: [159, 773, 190, 786]
- italian-press-text-2: τῶν ἐκ τῶν χωρίων τῶν παρὰ τῶν Ἠπειρωτῶν καὶ τοῦ Ἑλληνικοῦ στρατοῦ καὶ καταφυγόντων εἰς Αὐλῶνα. Ἀφ' ἑτέρου ἡ Ἐφημερὶς τῆς Ἰταλίας δημοσιεύει σήμερον ὑπὸ τὸν τίτλον ἄρθρον ἐναντίον τῆς Ἑλλάδος, προτρέπει δὲ τὴν Ἰταλίαν ὅπως δράσῃ μονομερῶς κατὰ τῆς Ἑλλάδος.: [1313, 288, 1576, 392]
- dutch-officers-head: ΟΙ ΟΛΛΑΝΔΟΙ ΑΙΣΚΡΙΝΑΝ ΒΑΛΗΝΑΣ ΣΤΡΑΤΙΩΤΑΣ: [370, 1303, 533, 1333]
- market-name: Ἠλεκτρικῆς: [64, 655, 128, 667]
- market-name: Monopole: [199, 381, 253, 394]
- serbian-statement-head: ΣΕΡΒΙΚΟΝ ΑΝΑΚΟΙΝΩΘΕΝ — ΣΥΜΒΟΥΛΑΙ ΠΡΟΣ ΤΟΝ ΤΥΠΟΝ: [585, 720, 785, 749]
- berchtold-tisza-text: ΒΙΕΝΝΗ, Τετάρτη πρωΐα.— Ὁ πρωθυπουργὸς τῆς Οὐγγαρίας Τίσζα ἐπισκεφθεὶς σήμερον κατ' οἶκον τὸν ὑπουργὸν τῶν Ἐξωτερικῶν κόμητα Μπέρχτολδ συνδιελέχθη μετ' αὐτοῦ ἐπὶ μακρόν. Λέγεται ὅτι σκοπὸς τῆς ἐπισκέψεως ταύτης τοῦ Τίσζα ἦτο ὅπως λάβῃ ὁδηγίας παρὰ τοῦ Μπέρχτολδ καθ' ἃς αὔριον πρόκειται νὰ ἀπαντήσῃ ἐν τῇ Οὐγγρικῇ Βουλῇ εἰς τὴν ἐπερώτησιν.: [806, 379, 1030, 541]
- london-col-3: [807, 1046, 1030, 1365]
- market-row: [198, 447, 332, 460]
- market-value: 20.1: [306, 565, 330, 577]
- market-value: 119.—: [155, 602, 190, 615]
- market-value: 100.—: [155, 340, 190, 352]
- market-row: [198, 618, 332, 631]
- hartwig-funeral-head: Η ΚΗΔΕΙΑ ΤΟΥ ΧΑΡΤΒΙΓΚ ΕΤΕΛΕΣΘΗ ΜΕΓΑΛΟΠΡΕΠΩΣ: [593, 347, 777, 376]
- artillery-cable: (Ἰδιαίτερον τηλεγράφημα): [123, 1415, 271, 1429]
